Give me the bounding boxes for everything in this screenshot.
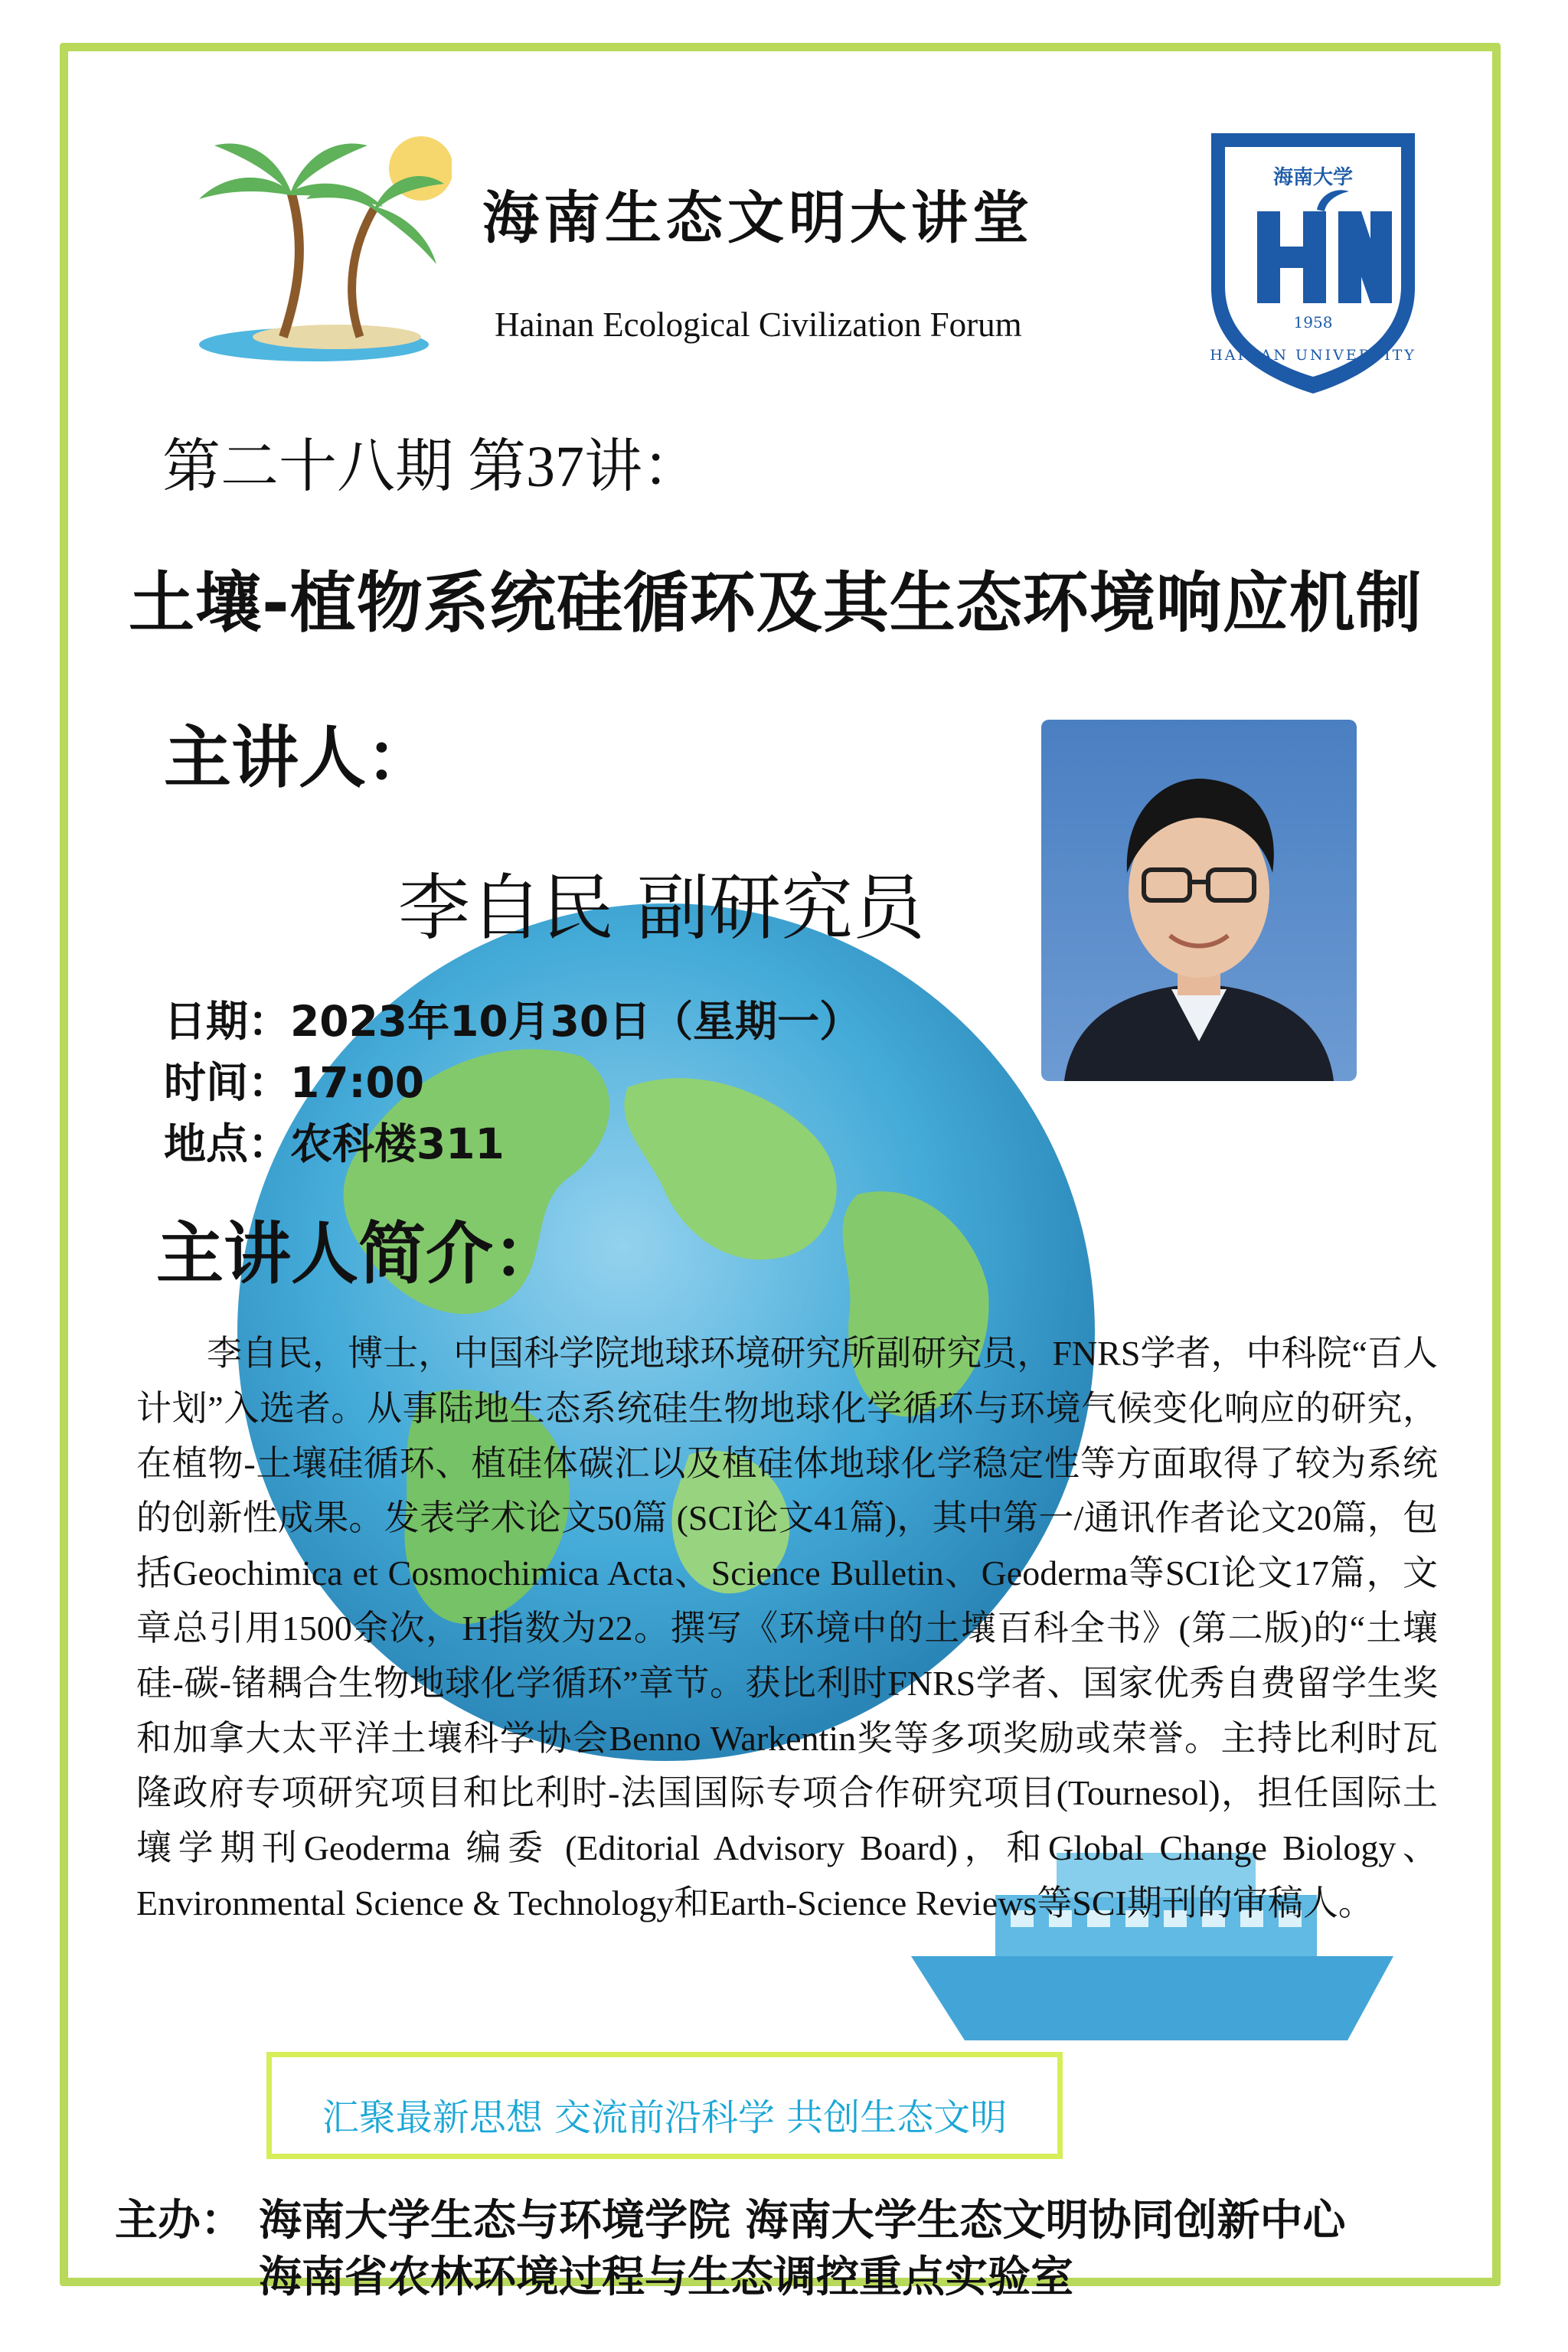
- speaker-bio: 李自民，博士，中国科学院地球环境研究所副研究员，FNRS学者，中科院“百人计划”入选者。从事陆地生态系统硅生物地球化学循环与环境气候变化响应的研究，在植物-土壤硅循环、植硅体碳汇以及植硅体地球化学稳定性等方面取得了较为系统的创新性成果。发表学术论文50篇 (SCI论文41篇)，其中第一/通讯作者论文20篇，包括Geochimica et Cosmochimica Acta、Science Bulletin、Geoderma等SCI论文17篇，文章总引用1500余次，H指数为22。撰写《环境中的土壤百科全书》(第二版)的“土壤硅-碳-锗耦合生物地球化学循环”章节。获比利时FNRS学者、国家优秀自费留学生奖和加拿大太平洋土壤科学协会Benno Warkentin奖等多项奖励或荣誉。主持比利时瓦隆政府专项研究项目和比利时-法国国际专项合作研究项目(Tournesol)，担任国际土壤学期刊Geoderma 编委 (Editorial Advisory Board)，和Global Change Biology、Environmental Science & Technology和Earth-Science Reviews等SCI期刊的审稿人。: [136, 1334, 1438, 1922]
- organizer-line-2: 海南省农林环境过程与生态调控重点实验室: [259, 2252, 1073, 2302]
- logo-ring-text: HAINAN UNIVERSITY: [1210, 347, 1416, 364]
- hainan-university-logo: [1205, 127, 1421, 400]
- forum-title-cn: 海南生态文明大讲堂: [482, 185, 1034, 251]
- slogan-text: 汇聚最新思想 交流前沿科学 共创生态文明: [322, 2096, 1008, 2139]
- event-time: 时间：17:00: [164, 1058, 425, 1107]
- organizer-label: 主办：: [115, 2196, 243, 2246]
- speaker-name: 李自民 副研究员: [398, 867, 925, 950]
- lecture-topic: 土壤-植物系统硅循环及其生态环境响应机制: [129, 565, 1423, 642]
- palm-trees-icon: [191, 122, 452, 368]
- speaker-label: 主讲人：: [164, 718, 434, 797]
- organizer-line-1: 海南大学生态与环境学院 海南大学生态文明协同创新中心: [259, 2196, 1346, 2246]
- bio-heading: 主讲人简介：: [156, 1214, 561, 1293]
- logo-year: 1958: [1293, 313, 1333, 332]
- issue-number: 第二十八期 第37讲：: [162, 435, 701, 499]
- speaker-photo: [1041, 720, 1357, 1081]
- slogan-box: [266, 2052, 1063, 2159]
- event-date: 日期：2023年10月30日（星期一）: [164, 997, 862, 1046]
- logo-top-text: 海南大学: [1272, 166, 1354, 189]
- event-location: 地点：农科楼311: [164, 1119, 505, 1168]
- forum-title-en: Hainan Ecological Civilization Forum: [495, 305, 1022, 344]
